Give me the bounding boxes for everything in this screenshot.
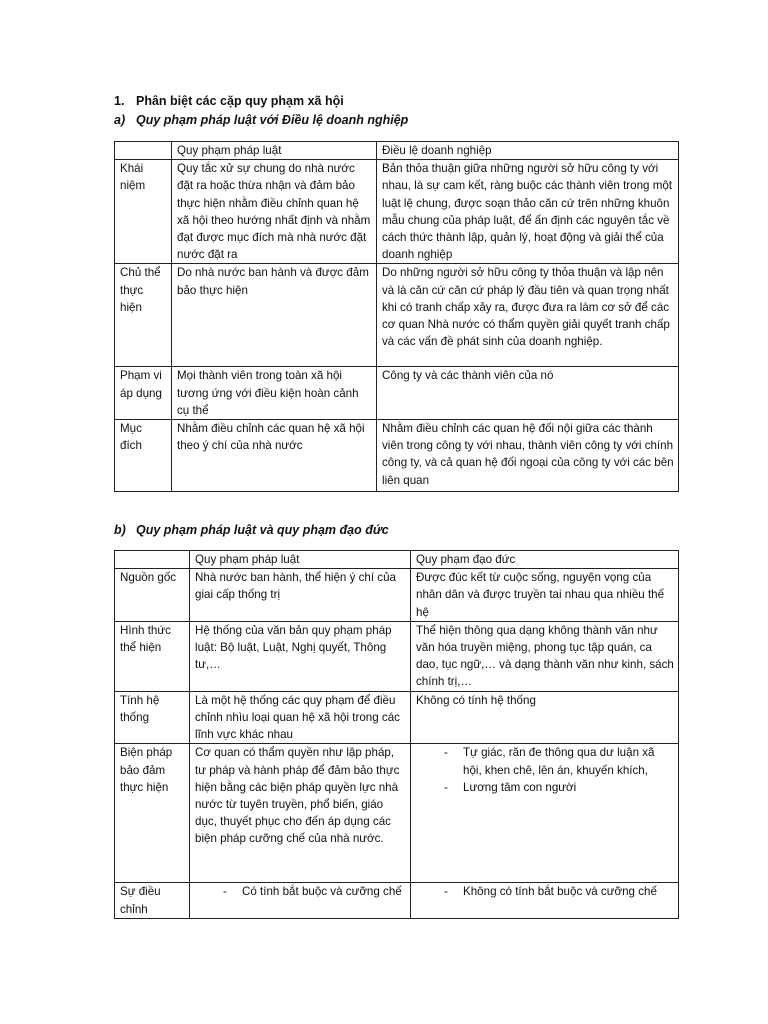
subheading-b-letter: b) <box>114 523 126 537</box>
table-cell: Do nhà nước ban hành và được đảm bảo thực hiện <box>172 264 377 367</box>
subheading-b-title: Quy phạm pháp luật và quy phạm đạo đức <box>136 523 389 537</box>
row-label: Hình thức thể hiện <box>115 621 190 691</box>
header-cell-empty <box>115 142 172 160</box>
table-cell: Quy tắc xử sự chung do nhà nước đặt ra hoặc thừa nhận và đảm bảo thực hiện nhằm điều chỉnh quan hệ xã hội theo hướng nhất định và nhằm đạt được mục đích mà nhà nước đặt nước đặt ra <box>172 160 377 264</box>
comparison-table-law-vs-ethics <box>114 550 679 919</box>
table-header-row <box>115 142 679 160</box>
table-cell: Thể hiện thông qua dạng không thành văn như văn hóa truyền miệng, phong tục tập quán, ca dao, tục ngữ,… và dạng thành văn như kinh, sách chính trị,… <box>411 621 679 691</box>
table-row <box>115 621 679 691</box>
row-label: Mục đích <box>115 420 172 492</box>
table-cell: Nhà nước ban hành, thể hiện ý chí của giai cấp thống trị <box>190 569 411 622</box>
row-label: Nguồn gốc <box>115 569 190 622</box>
table-cell <box>411 744 679 883</box>
table-cell: Được đúc kết từ cuộc sống, nguyện vọng của nhân dân và được truyền tai nhau qua nhiều thế hệ <box>411 569 679 622</box>
section-heading <box>114 94 344 108</box>
comparison-table-law-vs-charter <box>114 141 679 492</box>
table-row <box>115 367 679 420</box>
heading-title: Phân biệt các cặp quy phạm xã hội <box>136 94 344 108</box>
row-label: Biện pháp bảo đảm thực hiện <box>115 744 190 883</box>
table-row <box>115 420 679 492</box>
header-cell-law: Quy phạm pháp luật <box>172 142 377 160</box>
table-row <box>115 691 679 744</box>
row-label: Chủ thể thực hiện <box>115 264 172 367</box>
table-cell: Cơ quan có thẩm quyền như lập pháp, tư pháp và hành pháp để đảm bảo thực hiện bằng các biện pháp quyền lực nhà nước từ tuyên truyền, phổ biến, giáo dục, thuyết phục cho đến áp dụng các biện pháp cưỡng chế của nhà nước. <box>190 744 411 883</box>
table-cell: Là một hệ thống các quy phạm để điều chỉnh nhìu loại quan hệ xã hội trong các lĩnh vực khác nhau <box>190 691 411 744</box>
table-cell: Mọi thành viên trong toàn xã hội tương ứng với điều kiện hoàn cảnh cụ thể <box>172 367 377 420</box>
table-cell: Bản thỏa thuận giữa những người sở hữu công ty với nhau, là sự cam kết, ràng buộc các thành viên trong một luật lệ chung, được soạn thảo căn cứ trên những khuôn mẫu chung của pháp luật, để ấn định các nguyên tắc về cách thức thành lập, quản lý, hoạt động và giải thể của doanh nghiệp <box>377 160 679 264</box>
subheading-a <box>114 113 408 127</box>
row-label: Khái niệm <box>115 160 172 264</box>
table-cell <box>411 883 679 919</box>
bullet-list <box>416 744 674 796</box>
table-row <box>115 569 679 622</box>
table-cell: Hệ thống của văn bản quy phạm pháp luật: Bộ luật, Luật, Nghị quyết, Thông tư,… <box>190 621 411 691</box>
row-label: Phạm vi áp dụng <box>115 367 172 420</box>
table-header-row <box>115 551 679 569</box>
list-item: - Lương tâm con người <box>416 779 674 796</box>
bullet-list <box>416 883 674 900</box>
table-row <box>115 744 679 883</box>
list-item: - Không có tính bắt buộc và cưỡng chế <box>416 883 674 900</box>
subheading-b <box>114 523 389 537</box>
header-cell-ethics: Quy phạm đạo đức <box>411 551 679 569</box>
table-cell: Nhằm điều chỉnh các quan hệ xã hội theo ý chí của nhà nước <box>172 420 377 492</box>
heading-number: 1. <box>114 94 125 108</box>
row-label: Tính hệ thống <box>115 691 190 744</box>
table-row <box>115 264 679 367</box>
header-cell-charter: Điều lệ doanh nghiệp <box>377 142 679 160</box>
table-cell: Không có tính hệ thống <box>411 691 679 744</box>
list-item: - Có tính bắt buộc và cưỡng chế <box>195 883 406 900</box>
table-row <box>115 160 679 264</box>
table-cell: Do những người sở hữu công ty thỏa thuận và lập nên và là căn cứ căn cứ pháp lý đầu tiên và quan trọng nhất khi có tranh chấp xảy ra, được đưa ra làm cơ sở để các cơ quan Nhà nước có thẩm quyền giải quyết tranh chấp và các vấn đề phát sinh của doanh nghiệp. <box>377 264 679 367</box>
subheading-a-letter: a) <box>114 113 126 127</box>
row-label: Sự điều chỉnh <box>115 883 190 919</box>
bullet-list <box>195 883 406 900</box>
table-cell: Công ty và các thành viên của nó <box>377 367 679 420</box>
header-cell-law: Quy phạm pháp luật <box>190 551 411 569</box>
subheading-a-title: Quy phạm pháp luật với Điều lệ doanh nghiệp <box>136 113 409 127</box>
list-item: - Tự giác, răn đe thông qua dư luận xã hội, khen chê, lên án, khuyến khích, <box>416 744 674 778</box>
table-row <box>115 883 679 919</box>
table-cell <box>190 883 411 919</box>
table-cell: Nhằm điều chỉnh các quan hệ đối nội giữa các thành viên trong công ty với nhau, thành viên công ty với chính công ty, và cả quan hệ đối ngoại của công ty với các bên liên quan <box>377 420 679 492</box>
header-cell-empty <box>115 551 190 569</box>
